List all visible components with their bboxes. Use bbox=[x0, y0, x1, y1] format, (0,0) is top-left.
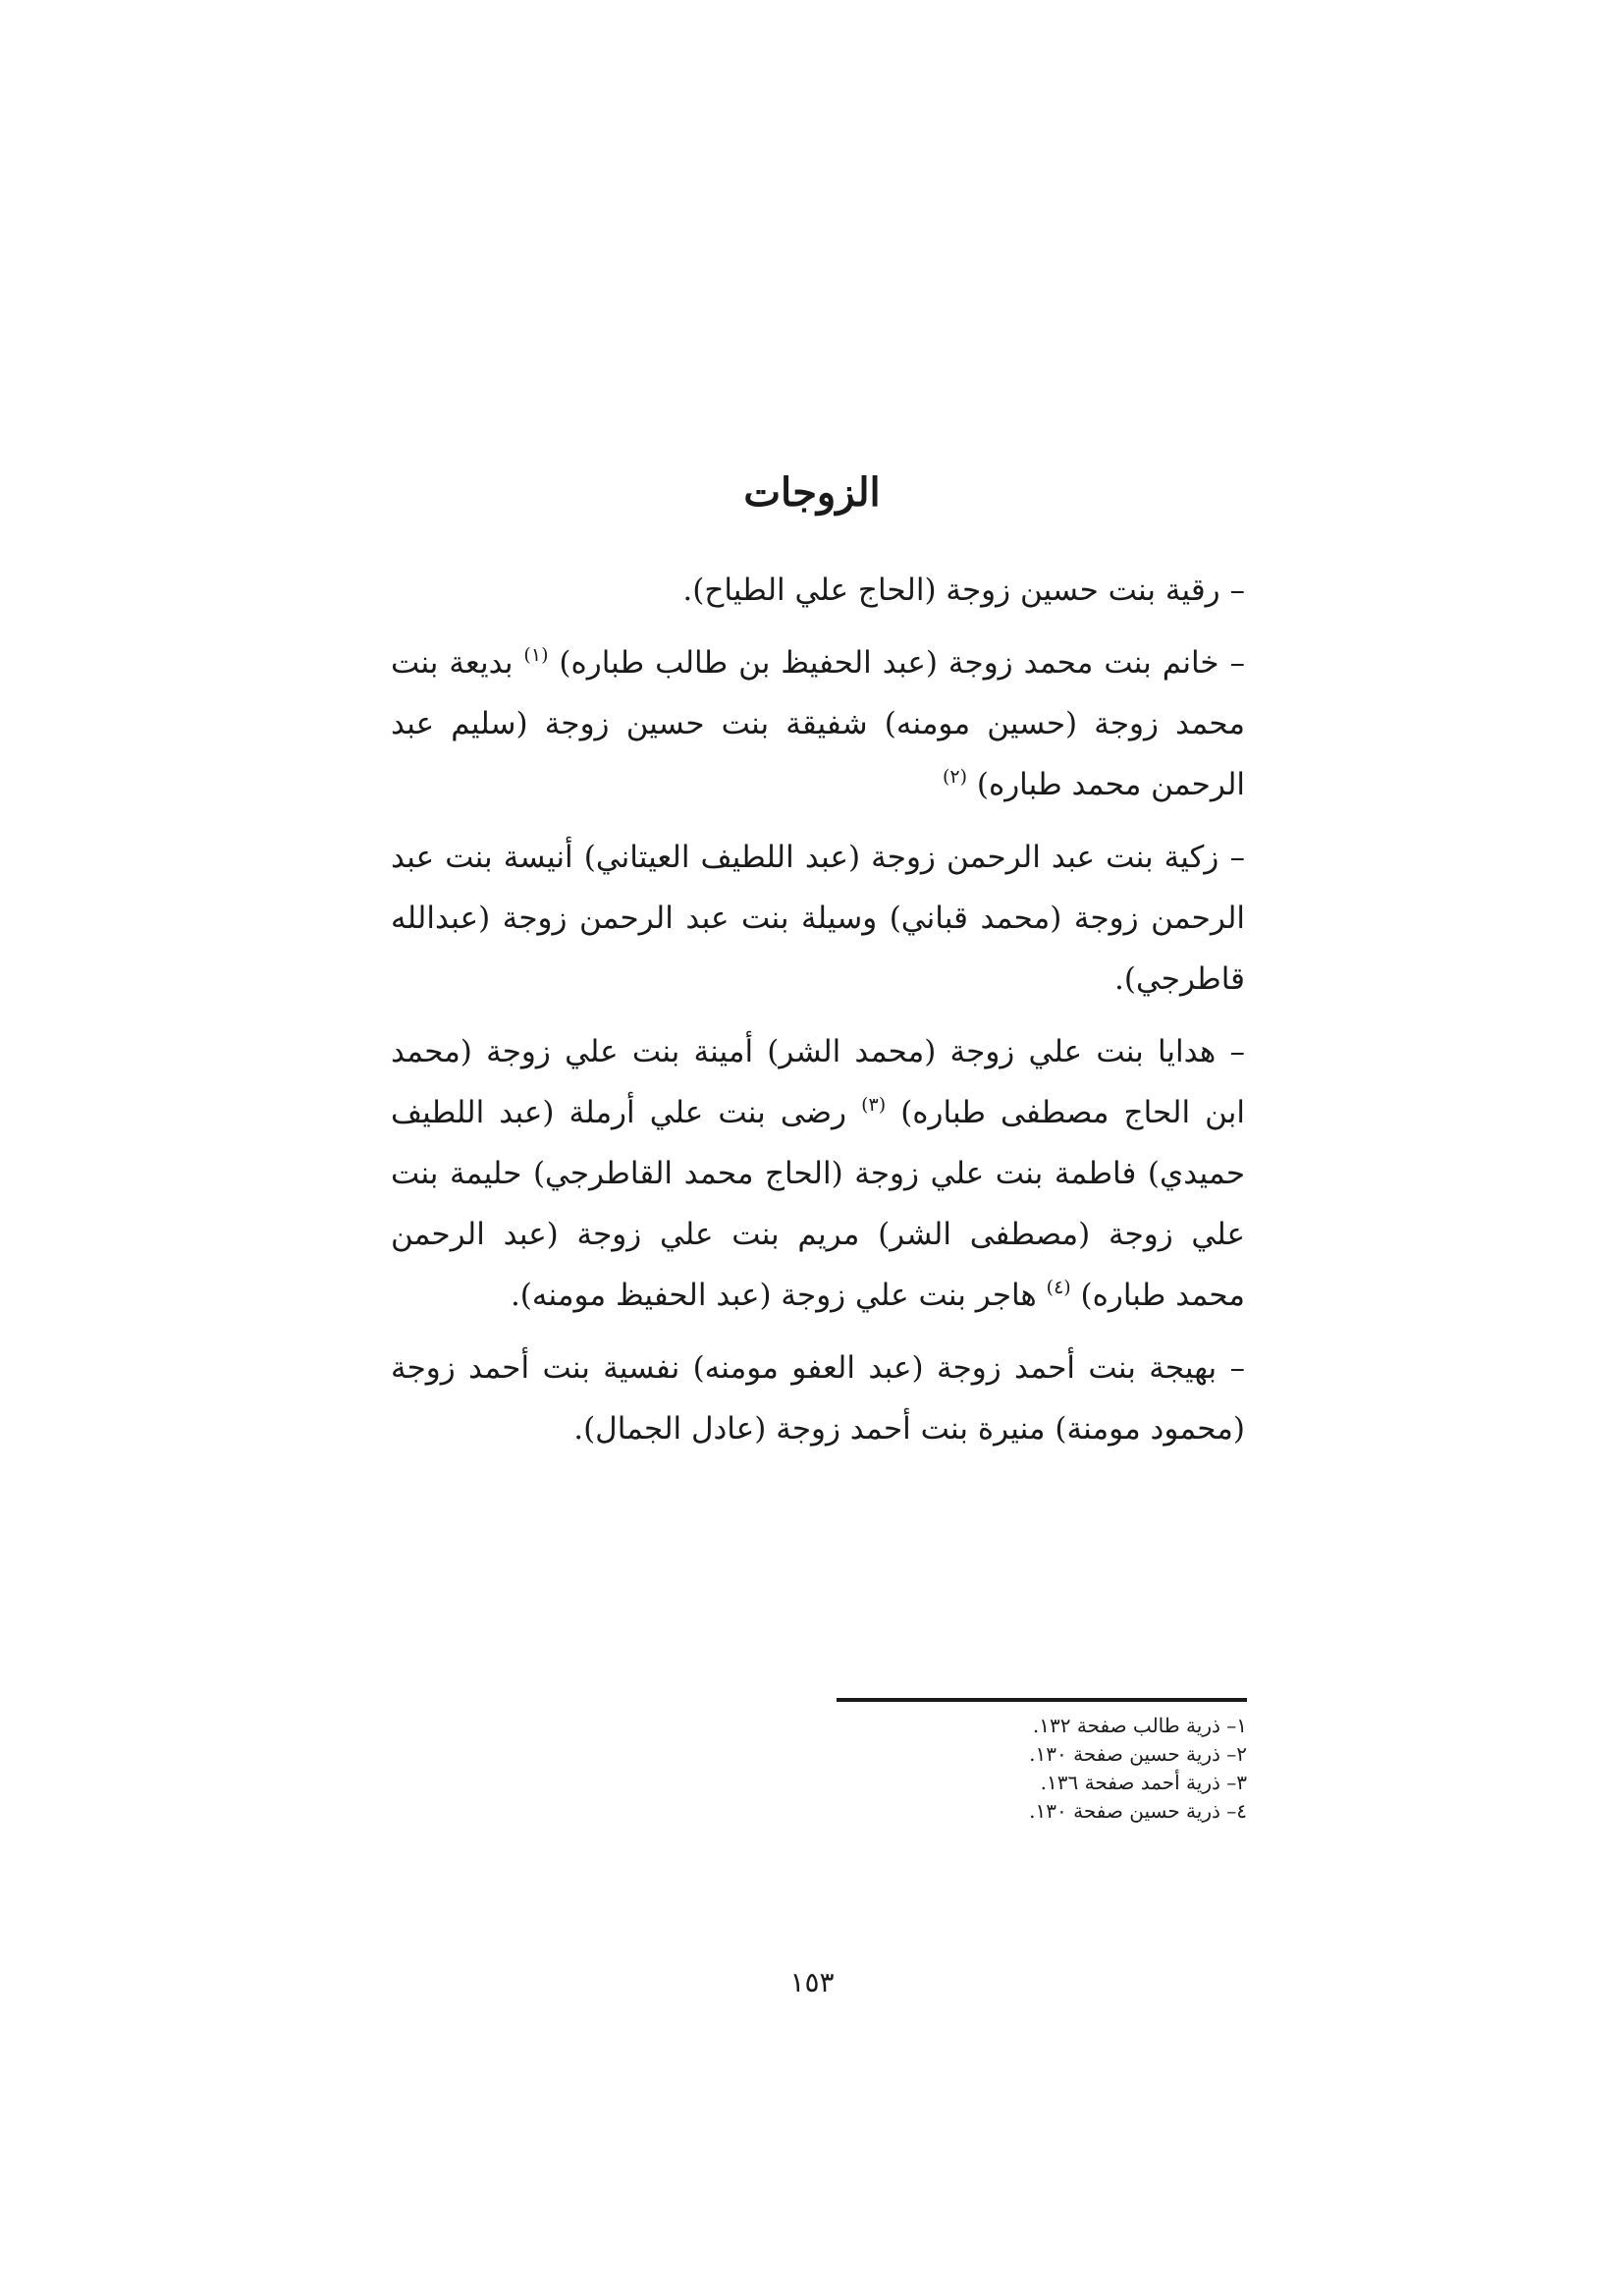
body-text bbox=[391, 560, 1245, 1471]
footnote-2: ٢– ذرية حسين صفحة ١٣٠. bbox=[1029, 1742, 1247, 1766]
page-number: ١٥٣ bbox=[789, 1966, 835, 1998]
paragraph-text: – بهيجة بنت أحمد زوجة (عبد العفو مومنه) نفسية بنت أحمد زوجة (محمود مومنة) منيرة بنت أحمد زوجة (عادل الجمال). bbox=[391, 1350, 1245, 1447]
footnote-4: ٤– ذرية حسين صفحة ١٣٠. bbox=[1029, 1799, 1247, 1823]
paragraph-text: – زكية بنت عبد الرحمن زوجة (عبد اللطيف العيتاني) أنيسة بنت عبد الرحمن زوجة (محمد قباني) وسيلة بنت عبد الرحمن زوجة (عبدالله قاطرجي). bbox=[391, 840, 1245, 997]
footnote-ref-4: (٤) bbox=[1046, 1277, 1071, 1298]
footnote-1: ١– ذرية طالب صفحة ١٣٢. bbox=[1032, 1714, 1247, 1737]
paragraph-1 bbox=[391, 560, 1245, 621]
paragraph-text: رضى بنت علي أرملة (عبد اللطيف حميدي) فاطمة بنت علي زوجة (الحاج محمد القاطرجي) حليمة بنت علي زوجة (مصطفى الشر) مريم بنت علي زوجة (عبد الرحمن محمد طباره) bbox=[391, 1095, 1245, 1313]
footnote-ref-2: (٢) bbox=[942, 766, 967, 788]
paragraph-text: – هدايا بنت علي زوجة (محمد الشر) أمينة بنت علي زوجة (محمد ابن الحاج مصطفى طباره) bbox=[391, 1034, 1245, 1130]
paragraph-3 bbox=[391, 827, 1245, 1010]
page-title: الزوجات bbox=[743, 469, 881, 516]
paragraph-text: بديعة بنت محمد زوجة (حسين مومنه) شفيقة بنت حسين زوجة (سليم عبد الرحمن محمد طباره) bbox=[391, 645, 1245, 802]
paragraph-4 bbox=[391, 1021, 1245, 1326]
paragraph-text: هاجر بنت علي زوجة (عبد الحفيظ مومنه). bbox=[510, 1278, 1047, 1313]
footnote-ref-3: (٣) bbox=[861, 1094, 887, 1116]
footnote-ref-1: (١) bbox=[523, 644, 549, 666]
footnotes bbox=[837, 1712, 1247, 1826]
paragraph-5 bbox=[391, 1338, 1245, 1459]
paragraph-2 bbox=[391, 632, 1245, 815]
footnote-separator bbox=[837, 1698, 1247, 1702]
paragraph-text: – خانم بنت محمد زوجة (عبد الحفيظ بن طالب طباره) bbox=[548, 645, 1246, 681]
footnote-3: ٣– ذرية أحمد صفحة ١٣٦. bbox=[1040, 1771, 1247, 1794]
paragraph-text: – رقية بنت حسين زوجة (الحاج علي الطياح). bbox=[682, 573, 1245, 608]
